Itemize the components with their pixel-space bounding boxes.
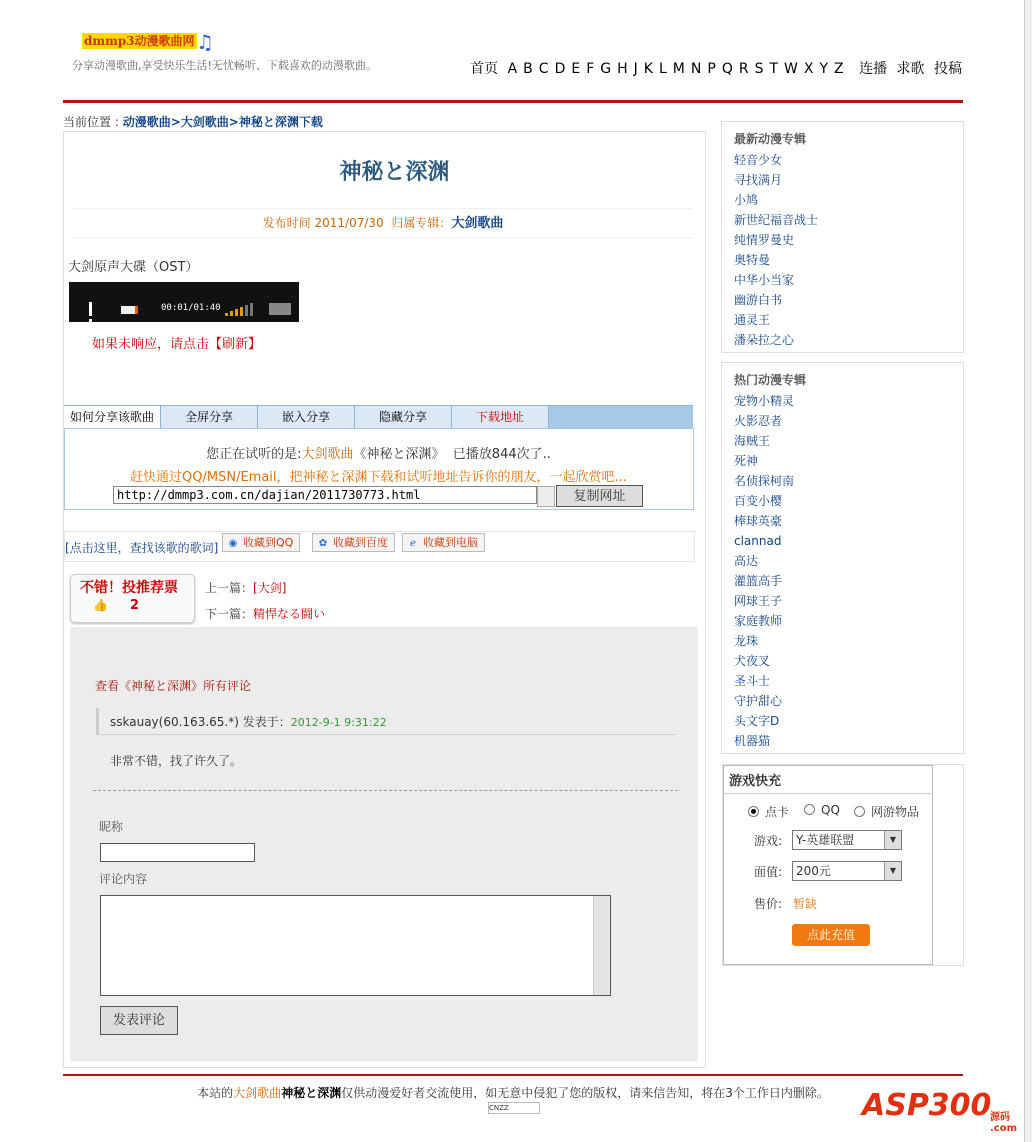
nav-serial[interactable]: 连播 <box>859 61 888 77</box>
footer-suffix: 仅供动漫爱好者交流使用，如无意中侵犯了您的版权，请来信告知，将在3个工作日内删除。 <box>341 1086 829 1100</box>
nav-letter[interactable]: B <box>523 61 533 77</box>
album-link[interactable]: 轻音少女 <box>734 153 783 167</box>
footer-song: 神秘と深渊 <box>281 1086 342 1100</box>
hot-albums-box <box>721 362 964 754</box>
fav-baidu-button[interactable] <box>312 533 395 552</box>
breadcrumb-sep: > <box>170 115 181 129</box>
radio-qq[interactable] <box>804 803 840 817</box>
album-link[interactable]: 火影忍者 <box>734 414 783 428</box>
nav-letter[interactable]: L <box>658 61 667 77</box>
player-time: 00:01/01:40 <box>161 303 221 313</box>
radio-label: QQ <box>821 803 840 817</box>
album-link[interactable]: 小鸠 <box>734 193 759 207</box>
nav-letter[interactable]: Z <box>834 61 844 77</box>
ie-icon: ℯ <box>410 538 416 549</box>
album-ost-label: 大剑原声大碟（OST） <box>68 260 199 275</box>
next-label: 下一篇： <box>205 607 254 621</box>
next-link[interactable]: 精悍なる闘い <box>253 607 326 621</box>
music-note-icon: ♫ <box>196 30 214 54</box>
listening-album[interactable]: 大剑歌曲 <box>301 447 354 462</box>
nav-letters <box>508 61 850 77</box>
breadcrumb-item[interactable]: 大剑歌曲 <box>180 115 229 129</box>
footer-prefix: 本站的 <box>197 1086 234 1100</box>
prev-article <box>205 579 286 596</box>
header-divider <box>63 100 963 103</box>
song-meta <box>73 208 693 238</box>
fav-label: 收藏到电脑 <box>423 536 478 549</box>
listening-prefix: 您正在试听的是: <box>206 447 302 462</box>
comment-content-textarea[interactable] <box>100 895 611 996</box>
comment-body: 非常不错，找了许久了。 <box>110 754 243 768</box>
nav-letter[interactable]: Y <box>819 61 829 77</box>
share-hint: 赶快通过QQ/MSN/Email，把神秘と深渊下载和试听地址告诉你的朋友，一起欣赏吧... <box>130 470 627 485</box>
tab-hidden-share[interactable]: 隐藏分享 <box>355 406 452 428</box>
comment-divider <box>93 790 678 791</box>
latest-albums-list <box>734 150 818 350</box>
nav-letter[interactable]: G <box>600 61 612 77</box>
copy-url-button[interactable]: 复制网址 <box>556 485 643 507</box>
pause-icon[interactable] <box>89 302 101 316</box>
share-tabs <box>64 405 693 429</box>
play-count: 已播放844次了.. <box>452 447 551 462</box>
url-spinner[interactable] <box>537 486 555 507</box>
nav-letter[interactable]: W <box>784 61 798 77</box>
listening-song: 《神秘と深渊》 <box>353 447 445 462</box>
game-select-value: Y-英雄联盟 <box>796 833 855 847</box>
album-link[interactable]: 宠物小精灵 <box>734 394 795 408</box>
textarea-scrollbar[interactable] <box>593 896 610 995</box>
chevron-down-icon: ▼ <box>884 831 901 849</box>
progress-slider[interactable] <box>121 306 138 314</box>
logo-text: dmmp3动漫歌曲网 <box>84 34 195 48</box>
song-title: 神秘と深渊 <box>339 159 450 185</box>
fav-pc-button[interactable] <box>402 533 485 552</box>
breadcrumb-sep: > <box>228 115 239 129</box>
vote-count: 2 <box>130 598 140 613</box>
album-link[interactable]: 头文字D <box>734 714 780 728</box>
nav-letter[interactable]: T <box>769 61 779 77</box>
nav-letter[interactable]: A <box>507 61 518 77</box>
album-link[interactable]: 家庭教师 <box>734 614 783 628</box>
denom-select-value: 200元 <box>796 864 831 878</box>
breadcrumb-prefix: 当前位置 : <box>63 115 119 129</box>
nav-request[interactable]: 求歌 <box>896 61 925 77</box>
recharge-button[interactable]: 点此充值 <box>792 924 870 946</box>
next-article <box>205 605 325 622</box>
album-link[interactable]: 灌篮高手 <box>734 574 783 588</box>
submit-comment-button[interactable]: 发表评论 <box>100 1006 178 1035</box>
album-link[interactable]: 名侦探柯南 <box>734 474 795 488</box>
latest-albums-box <box>721 121 964 353</box>
fullscreen-icon[interactable] <box>269 303 291 315</box>
nav-letter[interactable]: C <box>538 61 549 77</box>
comment-content-label: 评论内容 <box>99 872 148 886</box>
nav-letter[interactable]: X <box>803 61 814 77</box>
album-link[interactable]: 高达 <box>734 554 759 568</box>
fav-label: 收藏到QQ <box>243 536 294 549</box>
game-label: 游戏: <box>754 834 783 848</box>
prev-link[interactable]: [大剑] <box>253 581 287 595</box>
album-link[interactable]: 死神 <box>734 454 759 468</box>
nav-letter[interactable]: F <box>586 61 595 77</box>
game-title-divider <box>723 793 931 794</box>
nav-letter[interactable]: K <box>643 61 653 77</box>
nickname-input[interactable] <box>100 843 255 862</box>
album-link[interactable]: 奥特曼 <box>734 253 771 267</box>
find-lyrics-link[interactable]: [点击这里，查找该歌的歌词] <box>65 541 219 555</box>
nav-submit[interactable]: 投稿 <box>934 61 962 77</box>
album-link[interactable]: 犬夜叉 <box>734 654 771 668</box>
breadcrumb <box>63 113 323 130</box>
qq-icon: ◉ <box>228 538 238 549</box>
nickname-label: 昵称 <box>99 820 124 834</box>
tab-download[interactable]: 下载地址 <box>452 406 549 428</box>
album-link[interactable]: 海贼王 <box>734 434 771 448</box>
cnzz-badge[interactable] <box>488 1102 540 1114</box>
nav-home[interactable]: 首页 <box>470 61 499 77</box>
view-all-comments-link[interactable]: 查看《神秘と深渊》所有评论 <box>95 679 252 693</box>
cnzz-label: CNZZ <box>489 1104 509 1112</box>
site-slogan: 分享动漫歌曲,享受快乐生活!无忧畅听、下载喜欢的动漫歌曲。 <box>72 59 377 72</box>
now-listening <box>64 443 693 462</box>
audio-player <box>69 282 299 322</box>
album-link[interactable]: 守护甜心 <box>734 694 783 708</box>
game-select[interactable] <box>792 830 902 850</box>
main-nav <box>415 61 967 78</box>
nav-letter[interactable]: R <box>738 61 749 77</box>
album-link[interactable]: 潘朵拉之心 <box>734 333 795 347</box>
refresh-link[interactable]: 如果未响应，请点击【刷新】 <box>92 337 262 352</box>
album-link[interactable]: 新世纪福音战士 <box>734 213 819 227</box>
footer-divider <box>63 1074 963 1076</box>
tab-embed-share[interactable]: 嵌入分享 <box>258 406 355 428</box>
nav-letter[interactable]: J <box>633 61 638 77</box>
volume-icon[interactable] <box>225 302 257 316</box>
breadcrumb-item[interactable]: 动漫歌曲 <box>122 115 171 129</box>
thumbs-up-icon: 👍 <box>93 598 108 612</box>
album-link[interactable]: 幽游白书 <box>734 293 783 307</box>
chevron-down-icon: ▼ <box>884 862 901 880</box>
game-recharge-title: 游戏快充 <box>729 774 782 789</box>
album-link[interactable]: 龙珠 <box>734 634 759 648</box>
nav-letter[interactable]: M <box>672 61 685 77</box>
price-value: 暂缺 <box>793 897 818 911</box>
publish-date: 2011/07/30 <box>314 216 384 230</box>
latest-albums-title: 最新动漫专辑 <box>734 132 807 146</box>
hot-albums-title: 热门动漫专辑 <box>734 373 807 387</box>
album-link[interactable]: 百变小樱 <box>734 494 783 508</box>
nav-letter[interactable]: Q <box>721 61 733 77</box>
album-link[interactable]: 中华小当家 <box>734 273 795 287</box>
nav-letter[interactable]: D <box>554 61 566 77</box>
breadcrumb-item[interactable]: 神秘と深渊下载 <box>238 115 323 129</box>
hot-albums-list <box>734 391 794 751</box>
radio-label: 网游物品 <box>871 805 920 819</box>
album-label: 归属专辑： <box>391 216 452 230</box>
radio-point-card[interactable] <box>748 803 789 820</box>
footer-notice <box>63 1084 963 1101</box>
album-link[interactable]: 棒球英豪 <box>734 514 783 528</box>
share-url-input[interactable] <box>113 486 537 504</box>
album-link[interactable]: 大剑歌曲 <box>451 216 504 231</box>
comment-author <box>110 713 387 730</box>
denom-select[interactable] <box>792 861 902 881</box>
nav-letter[interactable]: N <box>690 61 702 77</box>
album-link[interactable]: 圣斗士 <box>734 674 771 688</box>
asp300-watermark: ASP300 <box>862 1088 992 1123</box>
tab-how-to-share[interactable]: 如何分享该歌曲 <box>64 406 161 428</box>
fav-qq-button[interactable] <box>222 533 300 552</box>
album-link[interactable]: clannad <box>734 534 782 548</box>
comment-time: 2012-9-1 9:31:22 <box>290 716 387 729</box>
album-link[interactable]: 寻找满月 <box>734 173 783 187</box>
fav-label: 收藏到百度 <box>333 536 388 549</box>
album-link[interactable]: 网球王子 <box>734 594 783 608</box>
publish-label: 发布时间 <box>262 216 311 230</box>
price-label: 售价: <box>754 897 783 911</box>
album-link[interactable]: 纯情罗曼史 <box>734 233 795 247</box>
album-link[interactable]: 通灵王 <box>734 313 771 327</box>
album-link[interactable]: 机器猫 <box>734 734 771 748</box>
tab-fullscreen-share[interactable]: 全屏分享 <box>161 406 258 428</box>
denom-label: 面值: <box>754 865 783 879</box>
nav-letter[interactable]: P <box>707 61 716 77</box>
nav-letter[interactable]: H <box>617 61 628 77</box>
footer-album-link[interactable]: 大剑歌曲 <box>233 1086 282 1100</box>
asp300-watermark-small: 源码 .com <box>990 1112 1018 1134</box>
nav-letter[interactable]: E <box>571 61 581 77</box>
comment-user: sskauay(60.163.65.*) 发表于： <box>110 715 291 729</box>
nav-letter[interactable]: S <box>754 61 764 77</box>
radio-game-items[interactable] <box>854 803 919 820</box>
window-scrollbar[interactable] <box>1024 0 1032 1142</box>
radio-label: 点卡 <box>765 805 790 819</box>
vote-title: 不错！投推荐票 <box>80 580 178 596</box>
baidu-paw-icon: ✿ <box>318 538 328 549</box>
prev-label: 上一篇： <box>205 581 254 595</box>
